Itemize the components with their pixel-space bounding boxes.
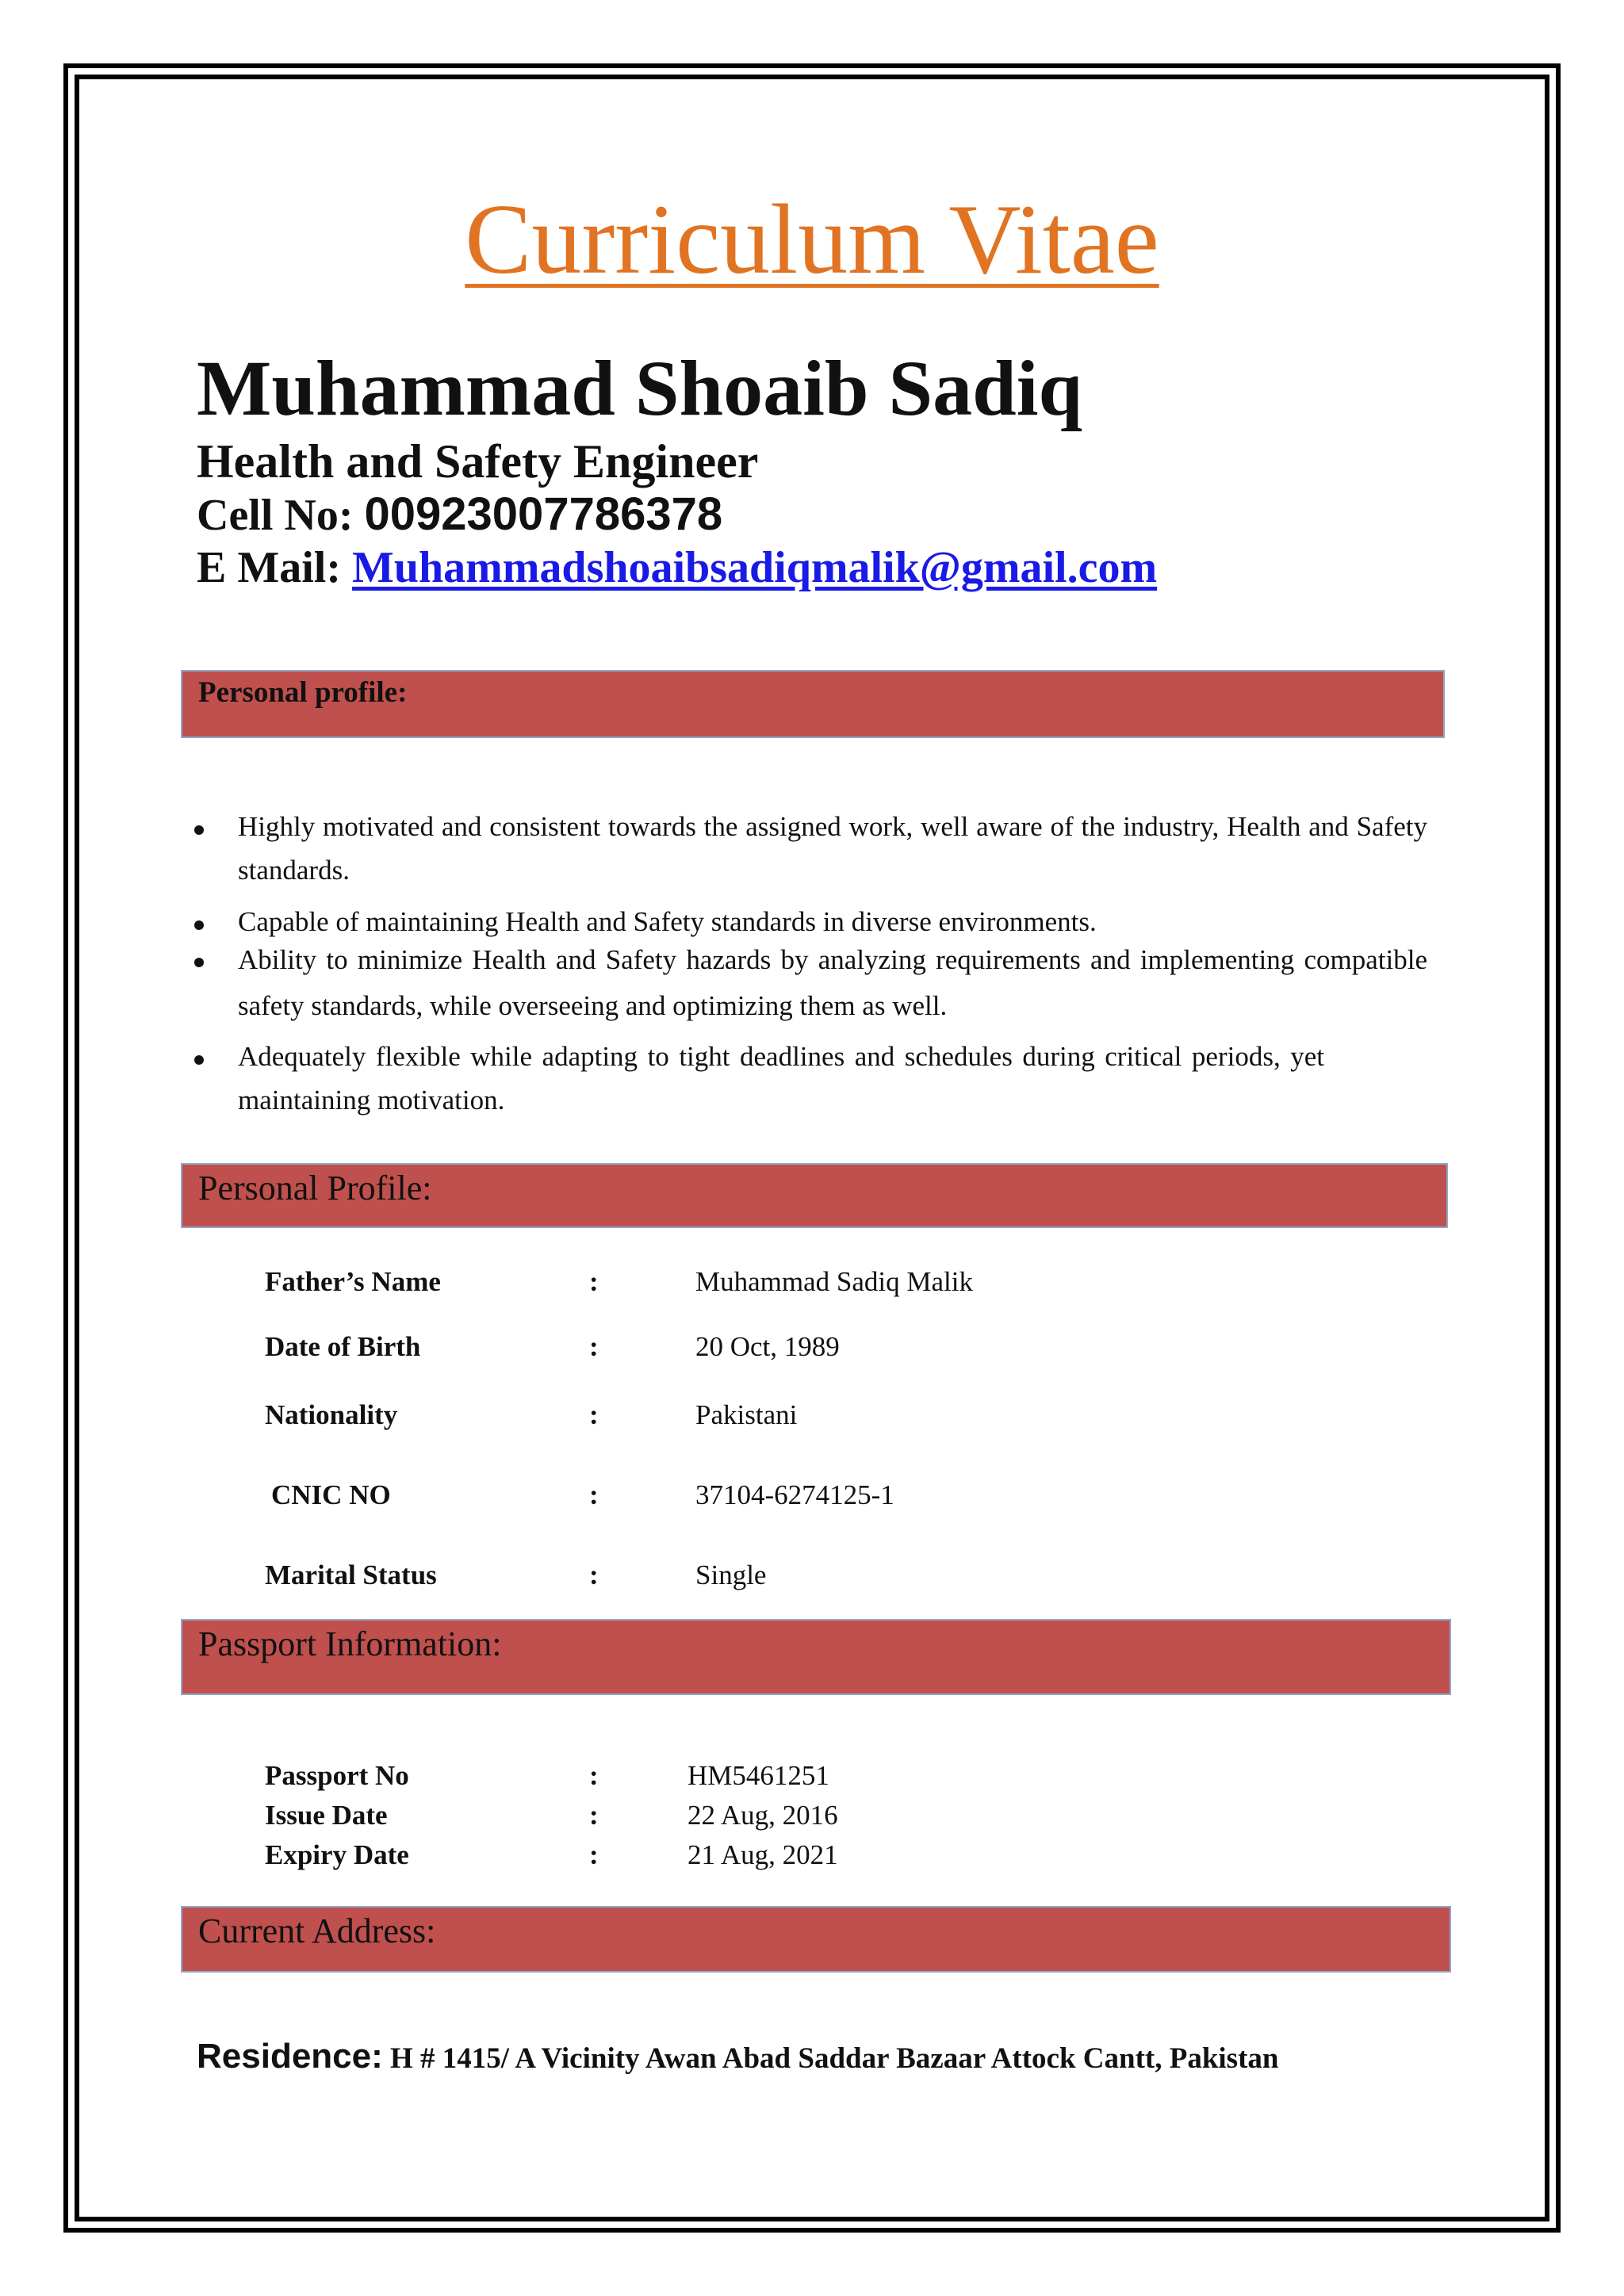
bullet-text: Highly motivated and consistent towards the assigned work, well aware of the industry, Health and Safety standards. — [238, 811, 1427, 886]
field-colon: : — [589, 1479, 599, 1510]
field-label: Nationality — [265, 1399, 398, 1430]
field-value: Pakistani — [695, 1399, 798, 1430]
email-label: E Mail: — [197, 543, 352, 592]
field-colon: : — [589, 1760, 599, 1791]
section-bar-profile-summary — [181, 670, 1445, 738]
bullet-icon — [194, 920, 204, 930]
candidate-name: Muhammad Shoaib Sadiq — [197, 344, 1083, 432]
field-label: Expiry Date — [265, 1839, 409, 1870]
residence-address: H # 1415/ A Vicinity Awan Abad Saddar Bazaar Attock Cantt, Pakistan — [382, 2042, 1279, 2075]
list-item — [238, 1043, 1427, 1122]
section-heading-profile-summary: Personal profile: — [198, 676, 408, 709]
field-label: Passport No — [265, 1760, 409, 1791]
email-line — [197, 545, 1157, 590]
section-heading-passport: Passport Information: — [198, 1624, 502, 1663]
field-colon: : — [589, 1559, 599, 1590]
bullet-icon — [194, 825, 204, 835]
residence-label: Residence: — [197, 2037, 383, 2076]
field-value: 37104-6274125-1 — [695, 1479, 894, 1510]
list-item — [238, 908, 1427, 939]
field-value: HM5461251 — [688, 1760, 829, 1791]
bullet-icon — [194, 1055, 204, 1065]
field-label: Date of Birth — [265, 1331, 421, 1362]
field-label: Father’s Name — [265, 1266, 441, 1297]
cell-label: Cell No: — [197, 491, 365, 540]
residence-line — [197, 2039, 1278, 2074]
field-label: Issue Date — [265, 1800, 388, 1831]
cell-number: 00923007786378 — [364, 488, 723, 540]
bullet-text: Capable of maintaining Health and Safety standards in diverse environments. — [238, 906, 1097, 937]
document-title: Curriculum Vitae — [465, 185, 1159, 295]
section-heading-address: Current Address: — [198, 1911, 436, 1950]
email-link[interactable]: Muhammadshoaibsadiqmalik@gmail.com — [351, 543, 1158, 592]
field-value: 22 Aug, 2016 — [688, 1800, 838, 1831]
bullet-text: Ability to minimize Health and Safety hazards by analyzing requirements and implementing compatible safety standards, while overseeing and optimizing them as well. — [238, 944, 1427, 1021]
section-heading-personal-profile: Personal Profile: — [198, 1169, 432, 1207]
section-bar-passport — [181, 1619, 1451, 1695]
field-colon: : — [589, 1800, 599, 1831]
field-value: 20 Oct, 1989 — [695, 1331, 840, 1362]
field-colon: : — [589, 1399, 599, 1430]
field-value: 21 Aug, 2021 — [688, 1839, 838, 1870]
section-bar-address — [181, 1906, 1451, 1973]
field-colon: : — [589, 1839, 599, 1870]
section-bar-personal-profile — [181, 1163, 1448, 1228]
list-item — [238, 813, 1427, 892]
list-item — [238, 945, 1427, 1029]
field-label: Marital Status — [265, 1559, 437, 1590]
field-colon: : — [589, 1266, 599, 1297]
field-value: Single — [695, 1559, 767, 1590]
field-label: CNIC NO — [271, 1479, 391, 1510]
bullet-text: Adequately flexible while adapting to tight deadlines and schedules during critical periods, yet maintaining motivation. — [238, 1041, 1324, 1115]
job-title: Health and Safety Engineer — [197, 435, 759, 488]
bullet-icon — [194, 958, 204, 967]
cell-number-line — [197, 488, 723, 540]
field-value: Muhammad Sadiq Malik — [695, 1266, 973, 1297]
field-colon: : — [589, 1331, 599, 1362]
